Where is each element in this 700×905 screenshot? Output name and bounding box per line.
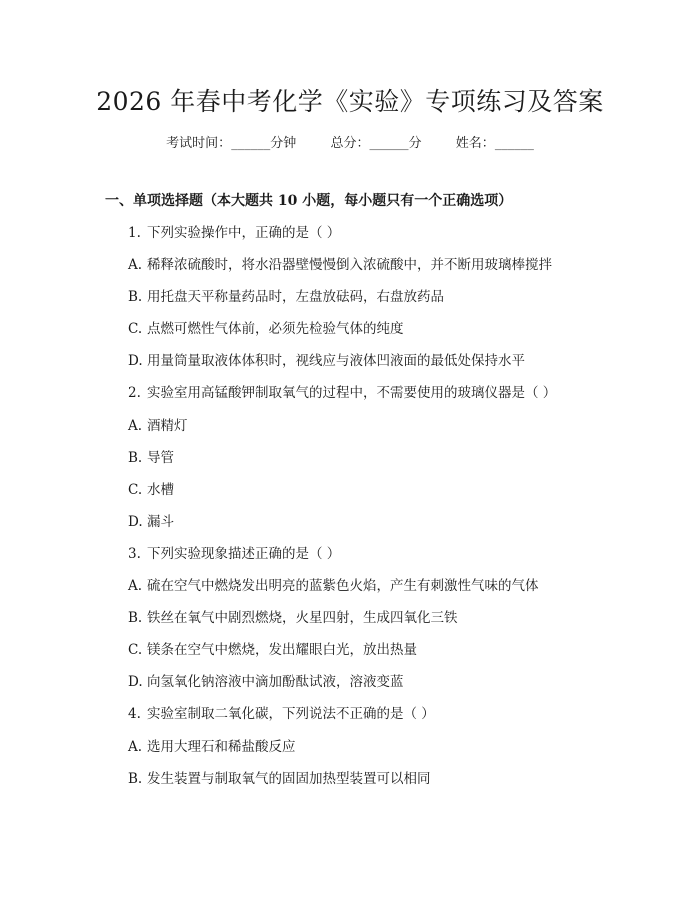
time-label: 考试时间： bbox=[166, 136, 232, 151]
item-text: 用托盘天平称量药品时，左盘放砝码，右盘放药品 bbox=[147, 289, 444, 306]
document-title: 2026 年春中考化学《实验》专项练习及答案 bbox=[96, 87, 604, 116]
question-2 bbox=[128, 381, 688, 413]
item-number: B. bbox=[128, 610, 143, 627]
score-blank: ______ bbox=[369, 136, 409, 151]
name-blank: ______ bbox=[494, 136, 534, 151]
item-number: A. bbox=[128, 257, 143, 274]
question-list bbox=[128, 221, 688, 799]
item-text: 稀释浓硫酸时，将水沿器壁慢慢倒入浓硫酸中，并不断用玻璃棒搅拌 bbox=[147, 257, 552, 274]
option-3c bbox=[128, 638, 688, 670]
item-number: D. bbox=[128, 674, 143, 691]
item-number: B. bbox=[128, 449, 143, 466]
item-text: 向氢氧化钠溶液中滴加酚酞试液，溶液变蓝 bbox=[147, 674, 404, 691]
option-1c bbox=[128, 317, 688, 349]
item-text: 漏斗 bbox=[147, 513, 174, 530]
item-number: A. bbox=[128, 417, 143, 434]
option-3b bbox=[128, 606, 688, 638]
item-number: 3. bbox=[128, 545, 141, 562]
time-blank: ______ bbox=[231, 136, 271, 151]
time-unit: 分钟 bbox=[270, 136, 297, 151]
option-2c bbox=[128, 478, 688, 510]
item-text: 铁丝在氧气中剧烈燃烧，火星四射，生成四氧化三铁 bbox=[147, 610, 458, 627]
item-text: 用量筒量取液体体积时，视线应与液体凹液面的最低处保持水平 bbox=[147, 353, 525, 370]
item-number: 4. bbox=[128, 706, 141, 723]
item-number: A. bbox=[128, 738, 143, 755]
option-2a bbox=[128, 414, 688, 446]
item-text: 选用大理石和稀盐酸反应 bbox=[147, 738, 296, 755]
item-text: 发生装置与制取氧气的固固加热型装置可以相同 bbox=[147, 770, 431, 787]
item-text: 硫在空气中燃烧发出明亮的蓝紫色火焰，产生有刺激性气味的气体 bbox=[147, 578, 539, 595]
item-text: 水槽 bbox=[147, 481, 174, 498]
score-unit: 分 bbox=[408, 136, 422, 151]
item-text: 点燃可燃性气体前，必须先检验气体的纯度 bbox=[147, 321, 404, 338]
section-heading: 一、单项选择题（本大题共 10 小题，每小题只有一个正确选项） bbox=[105, 193, 513, 209]
exam-info bbox=[0, 132, 700, 151]
question-3 bbox=[128, 542, 688, 574]
option-1b bbox=[128, 285, 688, 317]
option-2b bbox=[128, 446, 688, 478]
question-1 bbox=[128, 221, 688, 253]
item-text: 下列实验现象描述正确的是（ ） bbox=[147, 545, 341, 562]
option-1d bbox=[128, 349, 688, 381]
score-label: 总分： bbox=[330, 136, 370, 151]
item-number: 1. bbox=[128, 225, 141, 241]
item-number: A. bbox=[128, 578, 143, 595]
name-label: 姓名： bbox=[455, 136, 495, 151]
item-number: B. bbox=[128, 289, 143, 306]
option-4a bbox=[128, 735, 688, 767]
item-number: C. bbox=[128, 321, 143, 338]
option-1a bbox=[128, 253, 688, 285]
item-number: C. bbox=[128, 642, 143, 659]
item-number: D. bbox=[128, 353, 143, 370]
option-3d bbox=[128, 670, 688, 702]
item-number: 2. bbox=[128, 385, 141, 402]
item-text: 导管 bbox=[147, 449, 174, 466]
item-text: 实验室制取二氧化碳，下列说法不正确的是（ ） bbox=[147, 706, 435, 723]
item-number: D. bbox=[128, 513, 143, 530]
item-text: 镁条在空气中燃烧，发出耀眼白光，放出热量 bbox=[147, 642, 417, 659]
item-number: B. bbox=[128, 770, 143, 787]
option-4b bbox=[128, 767, 688, 799]
item-text: 实验室用高锰酸钾制取氧气的过程中，不需要使用的玻璃仪器是（ ） bbox=[147, 385, 557, 402]
item-text: 酒精灯 bbox=[147, 417, 188, 434]
item-text: 下列实验操作中，正确的是（ ） bbox=[147, 225, 341, 241]
option-3a bbox=[128, 574, 688, 606]
question-4 bbox=[128, 702, 688, 734]
option-2d bbox=[128, 510, 688, 542]
item-number: C. bbox=[128, 481, 143, 498]
